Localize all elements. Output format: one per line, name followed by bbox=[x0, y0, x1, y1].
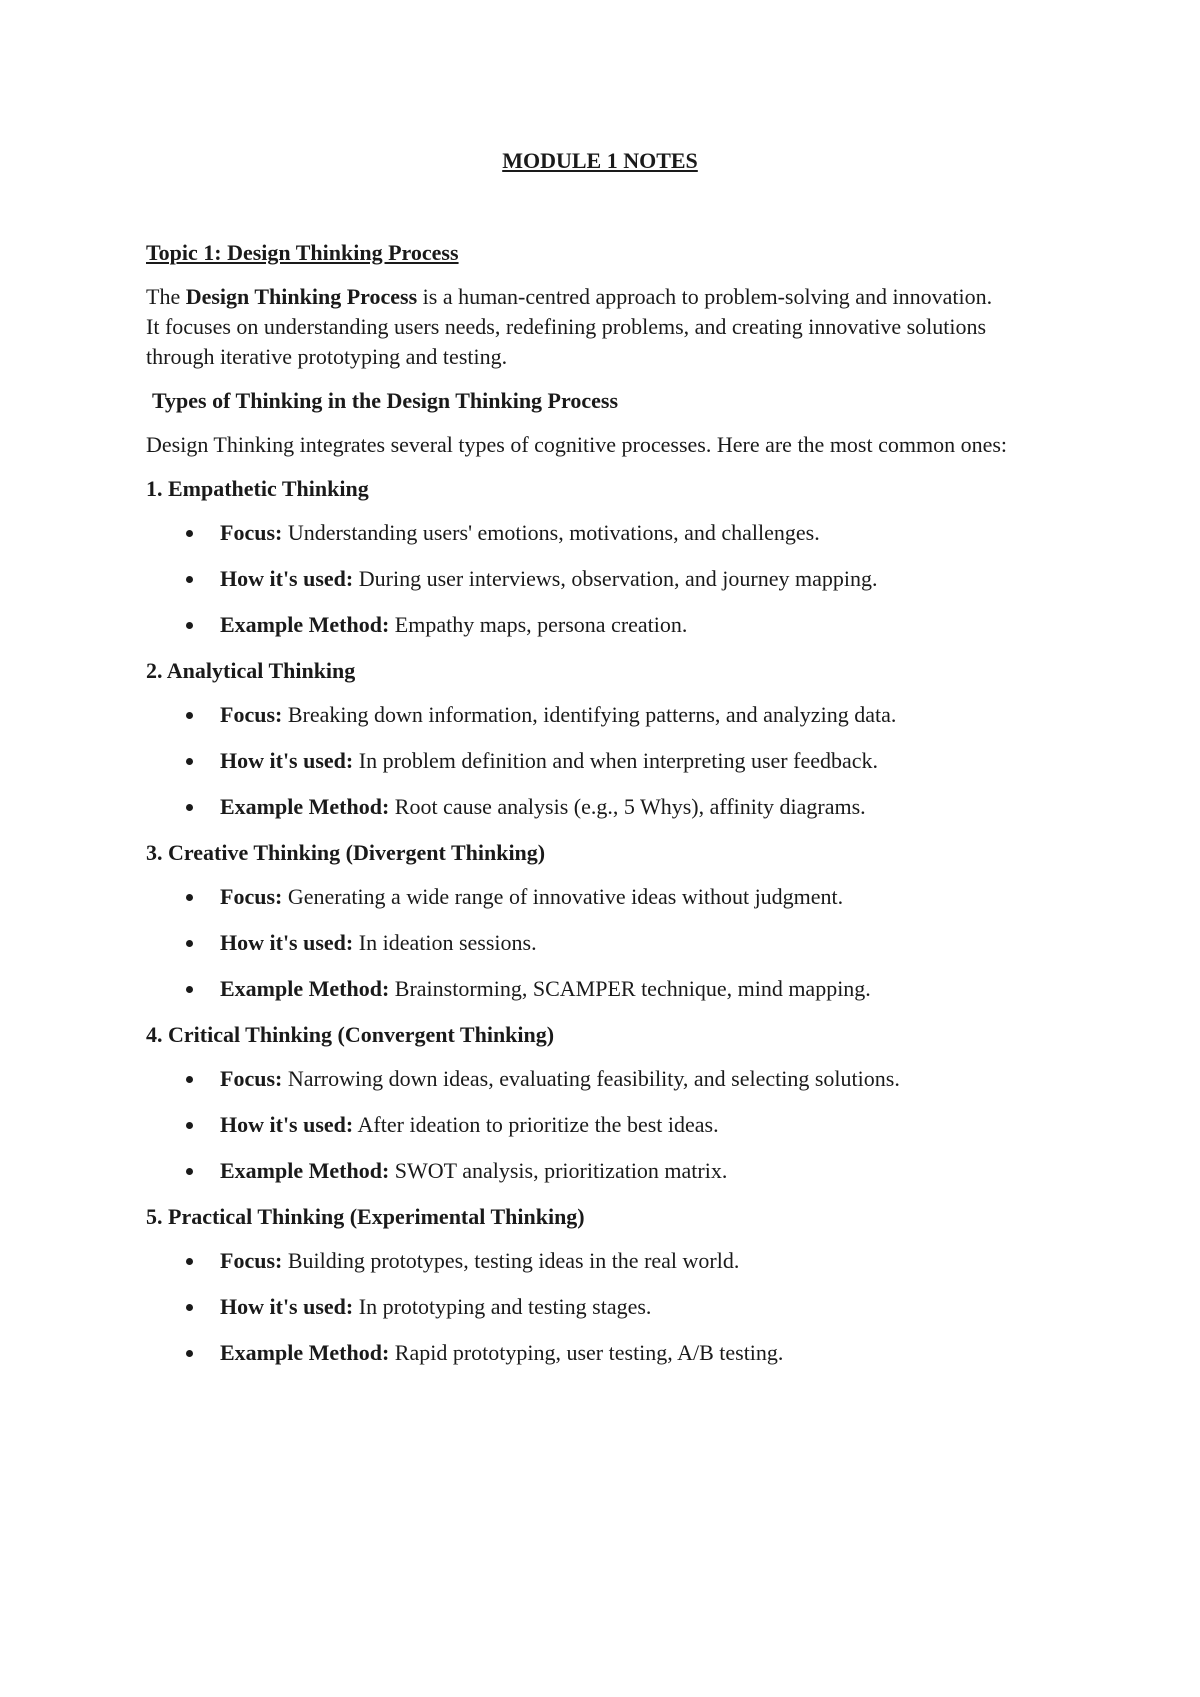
section-heading-analytical: 2. Analytical Thinking bbox=[146, 658, 356, 683]
item-text: Narrowing down ideas, evaluating feasibility, and selecting solutions. bbox=[282, 1066, 900, 1091]
item-label: How it's used: bbox=[220, 748, 354, 773]
bullet-icon bbox=[186, 1168, 193, 1175]
item-label: Focus: bbox=[220, 520, 283, 545]
item-text: Breaking down information, identifying patterns, and analyzing data. bbox=[282, 702, 897, 727]
topic-intro-pre: The bbox=[146, 284, 186, 309]
item-text: Root cause analysis (e.g., 5 Whys), affinity diagrams. bbox=[389, 794, 866, 819]
list-item bbox=[146, 746, 1010, 776]
item-label: How it's used: bbox=[220, 1112, 354, 1137]
list-item bbox=[146, 792, 1010, 822]
item-label: Focus: bbox=[220, 1248, 283, 1273]
bullet-icon bbox=[186, 712, 193, 719]
section-heading-creative: 3. Creative Thinking (Divergent Thinking) bbox=[146, 840, 546, 865]
item-text: Generating a wide range of innovative ideas without judgment. bbox=[282, 884, 844, 909]
list-item bbox=[146, 610, 1010, 640]
item-text: Rapid prototyping, user testing, A/B testing. bbox=[389, 1340, 784, 1365]
bullet-icon bbox=[186, 804, 193, 811]
list-item bbox=[146, 1156, 1010, 1186]
topic-intro-bold: Design Thinking Process bbox=[185, 284, 418, 309]
item-text: In prototyping and testing stages. bbox=[353, 1294, 652, 1319]
document-title: MODULE 1 NOTES bbox=[502, 148, 698, 173]
list-item bbox=[146, 1338, 1010, 1368]
item-text: Building prototypes, testing ideas in the real world. bbox=[282, 1248, 740, 1273]
item-text: SWOT analysis, prioritization matrix. bbox=[389, 1158, 728, 1183]
section-heading-practical: 5. Practical Thinking (Experimental Thinking) bbox=[146, 1204, 585, 1229]
bullet-icon bbox=[186, 1350, 193, 1357]
list-item bbox=[146, 564, 1010, 594]
topic-heading: Topic 1: Design Thinking Process bbox=[146, 240, 459, 265]
list-item bbox=[146, 1110, 1010, 1140]
list-item bbox=[146, 928, 1010, 958]
section-heading-empathetic: 1. Empathetic Thinking bbox=[146, 476, 369, 501]
item-label: How it's used: bbox=[220, 930, 354, 955]
item-text: Empathy maps, persona creation. bbox=[389, 612, 688, 637]
list-item bbox=[146, 700, 1010, 730]
item-text: Understanding users' emotions, motivations, and challenges. bbox=[282, 520, 820, 545]
section-heading-critical: 4. Critical Thinking (Convergent Thinking) bbox=[146, 1022, 555, 1047]
bullet-icon bbox=[186, 758, 193, 765]
list-item bbox=[146, 518, 1010, 548]
topic-intro-post: is a human-centred approach to problem-solving and innovation. It focuses on understanding users needs, redefining problems, and creating innovative solutions through iterative prototyping and testing. bbox=[146, 284, 993, 369]
list-item bbox=[146, 1292, 1010, 1322]
section-list-empathetic bbox=[146, 518, 1010, 640]
item-label: Focus: bbox=[220, 884, 283, 909]
bullet-icon bbox=[186, 1122, 193, 1129]
bullet-icon bbox=[186, 1258, 193, 1265]
item-label: Example Method: bbox=[220, 612, 390, 637]
item-label: How it's used: bbox=[220, 1294, 354, 1319]
types-intro-paragraph: Design Thinking integrates several types of cognitive processes. Here are the most common ones: bbox=[146, 432, 1008, 457]
item-label: Focus: bbox=[220, 1066, 283, 1091]
item-text: Brainstorming, SCAMPER technique, mind mapping. bbox=[389, 976, 871, 1001]
bullet-icon bbox=[186, 940, 193, 947]
item-label: Example Method: bbox=[220, 976, 390, 1001]
section-list-critical bbox=[146, 1064, 1010, 1186]
bullet-icon bbox=[186, 622, 193, 629]
item-label: Example Method: bbox=[220, 794, 390, 819]
item-text: After ideation to prioritize the best ideas. bbox=[353, 1112, 719, 1137]
section-list-practical bbox=[146, 1246, 1010, 1368]
list-item bbox=[146, 1246, 1010, 1276]
list-item bbox=[146, 974, 1010, 1004]
item-text: In problem definition and when interpreting user feedback. bbox=[353, 748, 879, 773]
bullet-icon bbox=[186, 986, 193, 993]
bullet-icon bbox=[186, 1304, 193, 1311]
item-label: Example Method: bbox=[220, 1340, 390, 1365]
item-text: In ideation sessions. bbox=[353, 930, 537, 955]
bullet-icon bbox=[186, 576, 193, 583]
item-text: During user interviews, observation, and journey mapping. bbox=[353, 566, 878, 591]
section-list-creative bbox=[146, 882, 1010, 1004]
types-heading: Types of Thinking in the Design Thinking Process bbox=[152, 388, 619, 413]
bullet-icon bbox=[186, 894, 193, 901]
item-label: Example Method: bbox=[220, 1158, 390, 1183]
bullet-icon bbox=[186, 530, 193, 537]
topic-intro-paragraph bbox=[146, 282, 1010, 372]
item-label: How it's used: bbox=[220, 566, 354, 591]
section-list-analytical bbox=[146, 700, 1010, 822]
bullet-icon bbox=[186, 1076, 193, 1083]
item-label: Focus: bbox=[220, 702, 283, 727]
list-item bbox=[146, 882, 1010, 912]
list-item bbox=[146, 1064, 1010, 1094]
